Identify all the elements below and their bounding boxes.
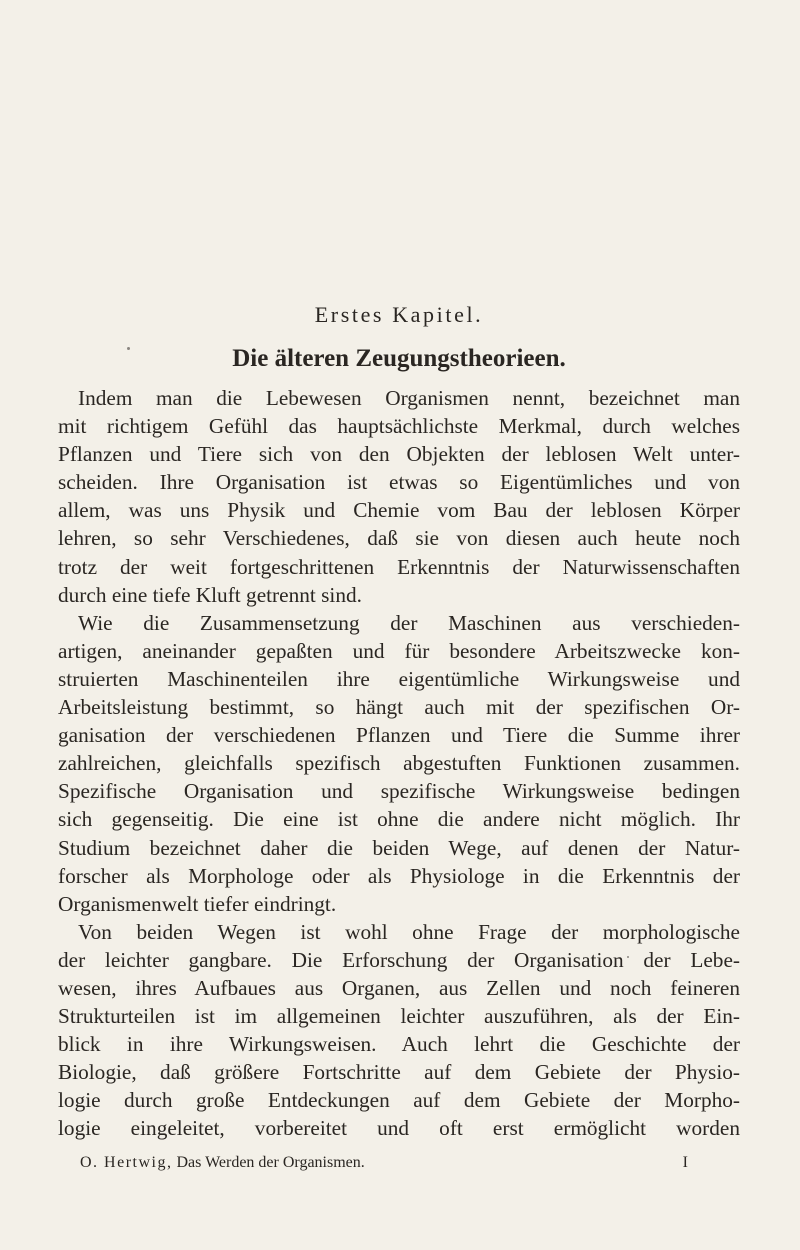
text-line: Arbeitsleistung bestimmt, so hängt auch mit der spezifischen Or-: [58, 695, 740, 720]
chapter-title: Die älteren Zeugungstheorieen.: [232, 345, 566, 372]
text-line: Organismenwelt tiefer eindringt.: [58, 891, 337, 916]
text-line: zahlreichen, gleichfalls spezifisch abgestuften Funktionen zusammen.: [58, 751, 740, 776]
signature-mark: I: [682, 1154, 688, 1171]
text-line: Spezifische Organisation und spezifische Wirkungsweise bedingen: [58, 779, 740, 804]
text-line: blick in ihre Wirkungsweisen. Auch lehrt die Geschichte der: [58, 1032, 740, 1057]
text-line: logie durch große Entdeckungen auf dem Gebiete der Morpho-: [58, 1088, 740, 1113]
text-line: Indem man die Lebewesen Organismen nennt, bezeichnet man: [78, 386, 740, 410]
page-footer: [80, 1153, 720, 1173]
chapter-label: Erstes Kapitel.: [314, 302, 484, 327]
text-line: mit richtigem Gefühl das hauptsächlichste Merkmal, durch welches: [58, 414, 740, 439]
text-line: struierten Maschinenteilen ihre eigentümliche Wirkungsweise und: [58, 666, 740, 691]
text-line: allem, was uns Physik und Chemie vom Bau der leblosen Körper: [58, 498, 740, 523]
text-line: trotz der weit fortgeschrittenen Erkenntnis der Naturwissenschaften: [58, 554, 740, 579]
text-line: Strukturteilen ist im allgemeinen leichter auszuführen, als der Ein-: [58, 1004, 740, 1029]
text-line: wesen, ihres Aufbaues aus Organen, aus Zellen und noch feineren: [58, 975, 740, 1000]
page-body: [58, 300, 740, 1143]
text-line: logie eingeleitet, vorbereitet und oft erst ermöglicht worden: [58, 1116, 740, 1141]
footer-author: O. Hertwig,: [80, 1154, 173, 1171]
text-line: forscher als Morphologe oder als Physiologe in die Erkenntnis der: [58, 863, 740, 888]
paragraph-3: [58, 918, 740, 1143]
text-line: Wie die Zusammensetzung der Maschinen aus verschieden-: [78, 610, 740, 635]
text-line: artigen, aneinander gepaßten und für besondere Arbeitszwecke kon-: [58, 638, 740, 663]
text-line: sich gegenseitig. Die eine ist ohne die andere nicht möglich. Ihr: [58, 807, 740, 832]
text-line: scheiden. Ihre Organisation ist etwas so Eigentümliches und von: [58, 470, 740, 495]
paragraph-2: [58, 609, 740, 918]
text-line: Von beiden Wegen ist wohl ohne Frage der morphologische: [78, 919, 740, 944]
text-line: durch eine tiefe Kluft getrennt sind.: [58, 582, 362, 607]
footer-book-title: Das Werden der Organismen.: [176, 1154, 365, 1171]
paragraph-1: [58, 384, 740, 609]
text-line: Pflanzen und Tiere sich von den Objekten der leblosen Welt unter-: [58, 442, 740, 467]
text-line: lehren, so sehr Verschiedenes, daß sie von diesen auch heute noch: [58, 526, 740, 551]
text-line: Biologie, daß größere Fortschritte auf dem Gebiete der Physio-: [58, 1060, 740, 1085]
text-line: Studium bezeichnet daher die beiden Wege, auf denen der Natur-: [58, 835, 740, 860]
text-line: ganisation der verschiedenen Pflanzen und Tiere die Summe ihrer: [58, 723, 740, 748]
text-line: der leichter gangbare. Die Erforschung der Organisation der Lebe-: [58, 947, 740, 972]
